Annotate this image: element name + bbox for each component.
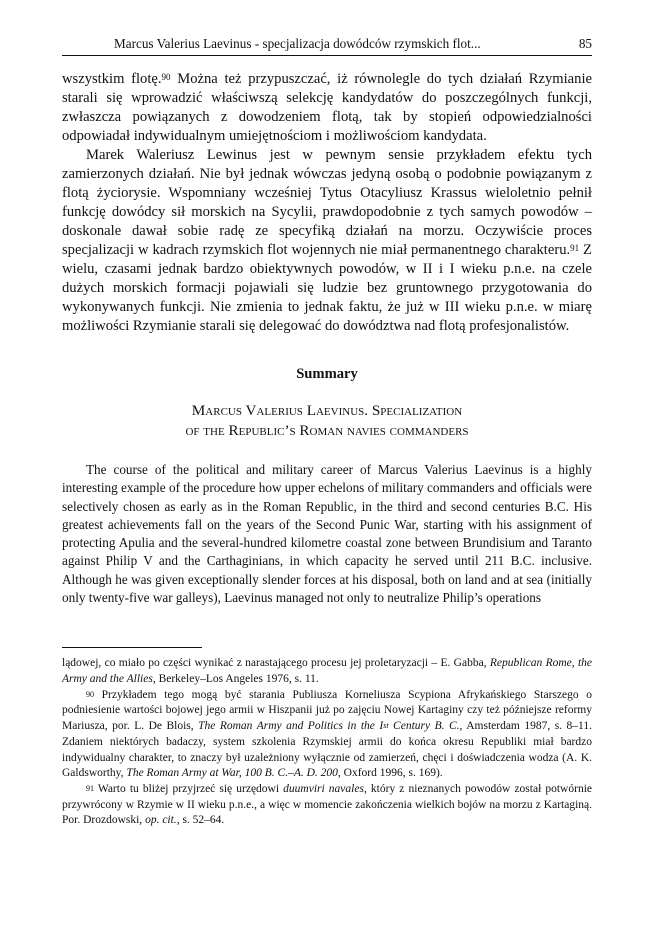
paragraph-2	[62, 146, 592, 336]
footnotes	[62, 656, 592, 829]
footnote-cont-text-b: , Berkeley–Los Angeles 1976, s. 11.	[152, 673, 319, 686]
footnote-continuation	[62, 656, 592, 687]
footnote-ref-91: 91	[570, 243, 580, 253]
footnote-90-title-1-text: The Roman Army and Politics in the I	[198, 720, 384, 733]
footnote-91-text-b: , który z nieznanych powodów został potwórnie przywrócony w Rzymie w II wieku p.n.e., a więc w momencie zakończenia wielkich bojów na morzu z Kartaginą. Por. Drozdowski,	[62, 783, 592, 827]
summary-title-line-2: of the Republic’s Roman navies commanders	[185, 422, 469, 439]
footnote-90-text-c: , Oxford 1996, s. 169).	[337, 767, 443, 780]
paragraph-1	[62, 70, 592, 146]
running-title: Marcus Valerius Laevinus - specjalizacja dowódców rzymskich flot...	[114, 36, 481, 51]
footnote-90-title-1	[198, 720, 459, 732]
summary-text: The course of the political and military career of Marcus Valerius Laevinus is a highly interesting example of the procedure how upper echelons of military commanders and officials were selectively chosen as early as in the Roman Republic, in the third and second centuries B.C. His greatest achievements fall on the years of the Second Punic War, starting with his assignment of protecting Apulia and the several-hundred kilometre coastal zone between Brundisium and Taranto against Philip V and the Carthaginians, in which capacity he served until 211 B.C. inclusive. Although he was given exceptionally slender forces at his disposal, both on land and at sea (initially only twenty-five war galleys), Laevinus managed not only to neutralize Philip’s operations	[62, 462, 592, 606]
footnote-cont-text-a: lądowej, co miało po części wynikać z narastającego procesu jej proletaryzacji – E. Gabba,	[62, 657, 490, 670]
footnote-ref-90: 90	[161, 72, 171, 82]
footnote-90-text-b: , Amsterdam 1987, s. 8–11. Zdaniem niektórych badaczy, system szkolenia Rzymskiej armii do końca okresu Republiki miał bardzo indywidualny charakter, to znaczy był uzależniony wyłącznie od zamierzeń, chęci i doświadczenia wodza (A. K. Galdsworthy,	[62, 720, 592, 780]
main-text	[62, 70, 592, 336]
footnote-divider	[62, 647, 202, 648]
page-number: 85	[578, 36, 592, 51]
summary-title-line-1: Marcus Valerius Laevinus. Specialization	[191, 402, 463, 419]
footnote-90-title-1-rest: Century B. C.	[388, 720, 460, 733]
paragraph-1-text-b: Można też przypuszczać, iż równolegle do tych działań Rzymianie starali się wprowadzić właściwszą selekcję kandydatów do poszczególnych funkcji, zwłaszcza powiązanych z dowodzeniem flotą, tak by stopień odpowiedzialności odpowiadał indywidualnym umiejętnościom i możliwościom kandydata.	[62, 71, 592, 144]
paragraph-1-text-a: wszystkim flotę.	[62, 71, 162, 87]
footnote-90	[62, 688, 592, 782]
footnote-91-number: 91	[86, 784, 94, 793]
page	[62, 36, 592, 829]
footnote-91-text-a: Warto tu bliżej przyjrzeć się urzędowi	[94, 783, 284, 795]
footnote-90-title-superscript: st	[383, 721, 389, 731]
footnote-91-text-c: , s. 52–64.	[176, 814, 225, 827]
summary-heading: Summary	[296, 366, 358, 382]
paragraph-2-text-a: Marek Waleriusz Lewinus jest w pewnym sensie przykładem efektu tych zamierzonych działań. Nie był jednak wówczas jedyną osobą o podobnie powiązanym z flotą życiorysie. Wspomniany wcześniej Tytus Otacyliusz Krassus wieloletnio pełnił funkcję dowódcy sił morskich na Sycylii, prawdopodobnie z tych samych powodów – doskonale dawał sobie radę ze specyfiką działań na morzu. Oczywiście proces specjalizacji w kadrach rzymskich flot wojennych nie miał permanentnego charakteru.	[62, 147, 592, 258]
footnote-cont-title: Republican Rome, the Army and the Allies	[62, 657, 592, 686]
summary-title	[62, 401, 592, 441]
paragraph-2-text-b: Z wielu, czasami jednak bardzo obiektywnych powodów, w II i I wieku p.n.e. na czele dużych morskich formacji pojawiali się ludzie bez gruntownego przygotowania do wykonywanych funkcji. Nie zmienia to jednak faktu, że już w III wieku p.n.e. w miarę możliwości Rzymianie starali się delegować do dowództwa nad flotą profesjonalistów.	[62, 242, 592, 334]
footnote-90-number: 90	[86, 689, 94, 699]
running-header	[62, 36, 592, 56]
footnote-91	[62, 782, 592, 829]
footnote-91-term: duumviri navales	[283, 783, 364, 795]
footnote-90-text-a: Przykładem tego mogą być starania Publiusza Korneliusza Scypiona Afrykańskiego Starszego o podniesienie wartości bojowej jego armii w Hiszpanii już po zajęciu Nowej Kartaginy czy też późniejsze reformy Mariusza, por. L. De Blois,	[62, 688, 592, 733]
footnote-91-citation: op. cit.	[145, 814, 177, 827]
footnote-90-title-2: The Roman Army at War, 100 B. C.–A. D. 200	[126, 767, 338, 780]
